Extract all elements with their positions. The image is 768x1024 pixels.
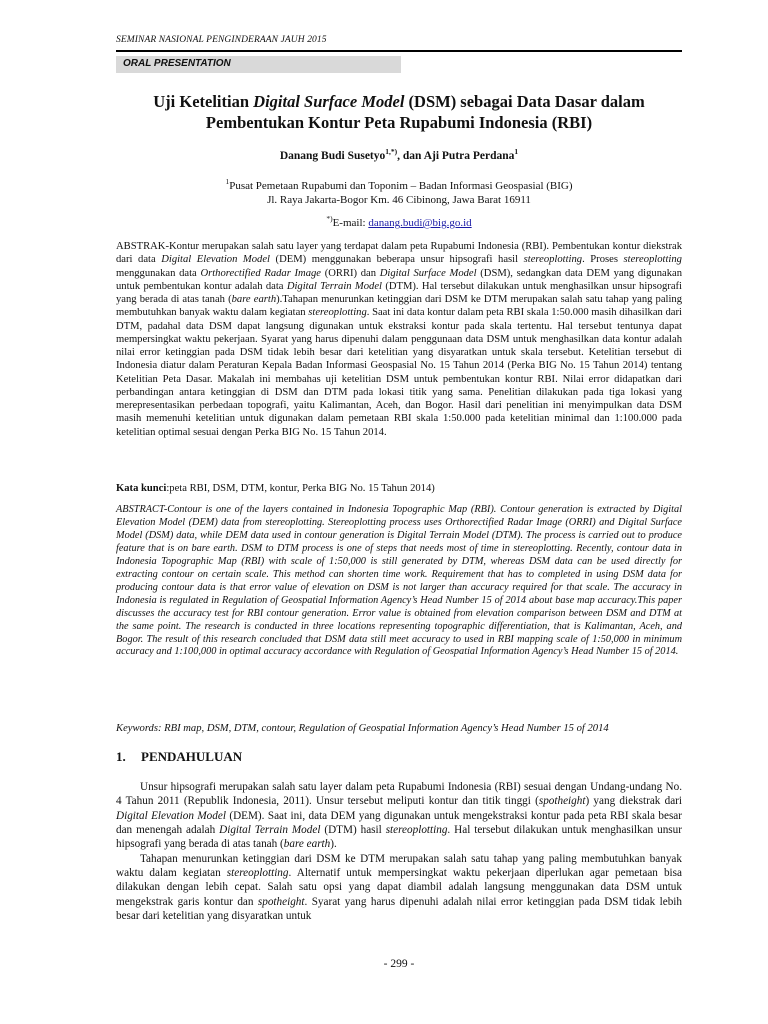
body-text-run: (DTM) hasil (320, 824, 386, 837)
abstrak-text: ).Tahapan menurunkan ketinggian dari DSM ke DTM merupakan salah satu tahap yang paling membutuhkan banyak waktu dalam kegiatan (116, 294, 683, 319)
affiliation-line1: Pusat Pemetaan Rupabumi dan Toponim – Badan Informasi Geospasial (BIG) (229, 180, 573, 192)
body-emphasis: spotheight (538, 795, 586, 808)
body-emphasis: spotheight (257, 895, 305, 908)
email-label: E-mail: (332, 217, 369, 229)
header-rule (116, 50, 682, 52)
email-link[interactable]: danang.budi@big.go.id (368, 217, 472, 229)
body-text (116, 780, 682, 923)
abstrak-text: (ORRI) dan (321, 267, 380, 279)
abstrak-text: ABSTRAK-Kontur merupakan salah satu layer yang terdapat dalam peta Rupabumi Indonesia (RBI). Pembentukan kontur diekstrak dari data (116, 241, 682, 266)
email-line (116, 214, 682, 229)
abstrak-emphasis: stereoplotting (308, 307, 367, 319)
abstrak-text: menggunakan data (116, 267, 201, 279)
abstrak-emphasis: bare earth (231, 294, 277, 305)
running-head: SEMINAR NASIONAL PENGINDERAAN JAUH 2015 (116, 35, 327, 45)
title-emphasis: Digital Surface Model (253, 92, 405, 111)
section-heading (116, 749, 242, 765)
body-text-run: ) yang diekstrak dari (585, 795, 683, 808)
kata-kunci (116, 483, 682, 494)
abstrak-text: . Saat ini data kontur dalam peta RBI skala 1:50.000 masih dihasilkan dari DTM, padahal data DSM dapat langsung digunakan untuk ekstraksi kontur pada skala tertentu. Hal tersebut tentunya dapat mempersingkat waktu pekerjaan. Syarat yang harus dipenuhi dalam penggunaan data DSM untuk menghasilkan data kontur adalah nilai error ketinggian pada DSM tidak lebih besar dari ketelitian yang disyaratkan untuk skala tersebut. Ketelitian tersebut di Indonesia diatur dalam Peraturan Kepala Badan Informasi Geospasial No. 15 Tahun 2014 (Perka BIG No. 15 Tahun 2014) tentang Ketelitian Peta Dasar. Makalah ini membahas uji ketelitian DSM untuk pembentukan kontur RBI. Nilai error didapatkan dari perbandingan antara ketinggian di DSM dan DTM pada lokasi titik yang sama. Penelitian dilakukan pada tiga lokasi yang merepresentasikan perbedaan topografi, yaitu Kalimantan, Aceh, dan Bogor. Hasil dari penelitian ini menyimpulkan data DSM masih memenuhi ketelitian untuk digunakan dalam pemetaan RBI skala 1:50.000 pada ketelitian minimal dan 1:100.000 pada ketelitian optimal sesuai dengan Perka BIG No. 15 Tahun 2014. (116, 307, 682, 438)
body-emphasis: bare earth (283, 838, 331, 851)
abstrak-text: (DTM). Hal tersebut dilakukan untuk menghasilkan unsur hipsografi yang berada di atas tanah ( (116, 280, 682, 305)
abstrak-text: . Proses (582, 254, 624, 266)
paper-title (116, 91, 682, 133)
abstrak-emphasis: Digital Terrain Model (286, 280, 382, 292)
abstrak-emphasis: Orthorectified Radar Image (200, 267, 322, 279)
affiliation-line2: Jl. Raya Jakarta-Bogor Km. 46 Cibinong, Jawa Barat 16911 (267, 194, 531, 206)
author-line (116, 147, 682, 162)
author-1-sup: 1,*) (385, 147, 398, 156)
body-emphasis: stereoplotting (385, 824, 448, 837)
body-text-run: . Alternatif untuk mempersingkat waktu pekerjaan diperlukan agar pemetaan bisa dilakukan dengan lebih cepat. Salah satu opsi yang dapat diambil adalah langsung menggunakan data DSM untuk mengekstrak garis kontur dan (116, 867, 682, 908)
section-number: 1. (116, 749, 126, 764)
abstrak-emphasis: Digital Surface Model (379, 267, 477, 279)
page-number: - 299 - (383, 958, 415, 970)
author-2-sup: 1 (514, 147, 519, 156)
affiliation (116, 175, 682, 207)
author-separator: , dan (397, 150, 424, 162)
title-line2: Pembentukan Kontur Peta Rupabumi Indonesia (RBI) (205, 113, 593, 132)
section-title: PENDAHULUAN (141, 749, 243, 764)
body-text-run: . Syarat yang harus dipenuhi adalah nilai error ketinggian pada DSM tidak lebih besar dari ketelitian yang disyaratkan untuk (116, 895, 682, 923)
body-text-run: (DEM). Saat ini, data DEM yang digunakan untuk mengekstraksi kontur pada peta RBI skala besar dan menengah adalah (116, 809, 682, 837)
abstrak-paragraph (116, 240, 682, 439)
body-emphasis: stereoplotting (226, 867, 289, 880)
author-2: Aji Putra Perdana (423, 150, 515, 162)
email-sup: *) (326, 214, 333, 223)
affiliation-sup: 1 (225, 177, 230, 186)
body-paragraph-2 (116, 852, 682, 924)
keywords: Keywords: RBI map, DSM, DTM, contour, Regulation of Geospatial Information Agency’s Head Number 15 of 2014 (116, 723, 609, 734)
abstrak-emphasis: stereoplotting (623, 254, 682, 266)
abstrak-text: (DEM) menggunakan beberapa unsur hipsografi hasil (270, 254, 524, 266)
body-text-run: Unsur hipsografi merupakan salah satu layer dalam peta Rupabumi Indonesia (RBI) sesuai dengan Undang-undang No. 4 Tahun 2011 (Republik Indonesia, 2011). Unsur tersebut meliputi kontur dan titik tinggi ( (116, 781, 682, 808)
body-text-run: ). (330, 838, 337, 851)
kata-kunci-label: Kata kunci (116, 483, 167, 494)
author-1: Danang Budi Susetyo (279, 150, 386, 162)
abstrak-emphasis: stereoplotting (523, 254, 583, 266)
kata-kunci-text: :peta RBI, DSM, DTM, kontur, Perka BIG No. 15 Tahun 2014) (166, 483, 435, 494)
abstrak-emphasis: Digital Elevation Model (161, 254, 270, 266)
body-emphasis: Digital Elevation Model (116, 809, 226, 822)
body-text-run: . Hal tersebut dilakukan untuk menghasilkan unsur hipsografi yang berada di atas tanah ( (116, 824, 682, 851)
title-pre: Uji Ketelitian (153, 92, 254, 111)
body-emphasis: Digital Terrain Model (219, 824, 321, 837)
body-paragraph-1 (116, 780, 682, 852)
abstract-english: ABSTRACT-Contour is one of the layers contained in Indonesia Topographic Map (RBI). Contour generation is extracted by Digital Elevation Model (DEM) data from stereoplotting. Stereoplotting process uses Orthorectified Radar Image (ORRI) and Digital Surface Model (DSM) data, while DEM data used in contour generation is Digital Terrain Model (DTM). The process is carried out to produce feature that is on bare earth. DSM to DTM process is one of steps that needs most of time in stereoplotting. Recently, contour data in Indonesia Topographic Map (RBI) with scale of 1:50,000 is still generated by DTM, whereas DSM data can be used directly for extracting contour on certain scale. This method can shorten time work. Requirement that has to completed in using DSM data for producing contour data is that error value of elevation on DSM is not larger than accuracy required for that scale. The accuracy in Indonesia is regulated in Regulation of Geospatial Information Agency’s Head Number 15 of 2014 about base map accuracy.This paper discusses the accuracy test for RBI contour generation. Error value is obtained from elevation comparison between DSM and DTM at the same point. The research is conducted in three locations representing topographic differentiation, that is Kalimantan, Aceh, and Bogor. The result of this research concluded that DSM data still meet accuracy to used in RBI mapping scale of 1:50,000 in minimum accuracy and 1:100,000 in optimal accuracy accordance with Regulation of Geospatial Information Agency’s Head Number 15 of 2014. (116, 504, 682, 658)
title-post: (DSM) sebagai Data Dasar dalam (404, 92, 645, 111)
body-text-run: Tahapan menurunkan ketinggian dari DSM ke DTM merupakan salah satu tahap yang paling membutuhkan banyak waktu dalam kegiatan (116, 852, 682, 880)
section-label: ORAL PRESENTATION (123, 58, 231, 69)
abstrak-text: (DSM), sedangkan data DEM yang digunakan untuk pembentukan kontur adalah data (116, 267, 682, 292)
